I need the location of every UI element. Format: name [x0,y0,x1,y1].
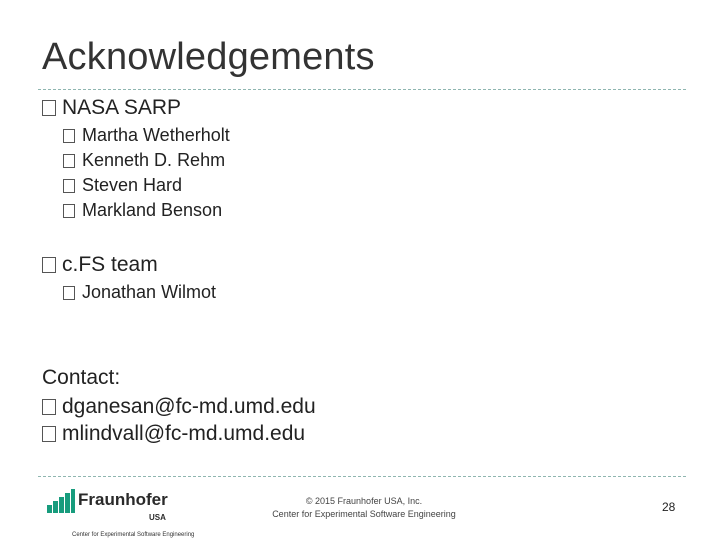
checkbox-bullet-icon [63,179,75,193]
checkbox-bullet-icon [42,257,56,273]
copyright-text: © 2015 Fraunhofer USA, Inc. [305,496,423,506]
sub-bullet-text: Steven Hard [82,175,183,195]
contact-email [42,422,305,446]
logo-sub: USA [149,513,166,522]
checkbox-bullet-icon [63,204,75,218]
checkbox-bullet-icon [63,129,75,143]
email-text: dganesan@fc-md.umd.edu [62,395,316,418]
sub-bullet-text: Kenneth D. Rehm [82,150,226,170]
bullet-text: NASA SARP [62,96,182,119]
center-name-text: Center for Experimental Software Engineering [272,509,456,519]
contact-heading: Contact: [42,366,121,389]
sub-bullet-text: Martha Wetherholt [82,125,230,145]
page-number: 28 [662,500,676,514]
slide-title: Acknowledgements [42,36,375,78]
checkbox-bullet-icon [63,154,75,168]
sub-bullet [63,125,230,146]
bullet-text: c.FS team [62,253,158,276]
checkbox-bullet-icon [63,286,75,300]
sub-bullet [63,150,225,171]
contact-email [42,395,316,419]
footer-divider [38,476,686,477]
sub-bullet [63,200,222,221]
bullet-nasa-sarp [42,96,181,120]
checkbox-bullet-icon [42,399,56,415]
footer-credit [244,495,484,521]
fraunhofer-logo [46,488,216,538]
email-text: mlindvall@fc-md.umd.edu [62,422,306,445]
sub-bullet-text: Jonathan Wilmot [82,282,217,302]
checkbox-bullet-icon [42,100,56,116]
checkbox-bullet-icon [42,426,56,442]
sub-bullet [63,175,182,196]
logo-name: Fraunhofer [78,490,168,509]
fraunhofer-mark-icon [46,488,76,514]
logo-tagline: Center for Experimental Software Engineering [72,532,195,538]
sub-bullet [63,282,216,303]
sub-bullet-text: Markland Benson [82,200,223,220]
title-divider [38,89,686,90]
bullet-cfs-team [42,253,158,277]
